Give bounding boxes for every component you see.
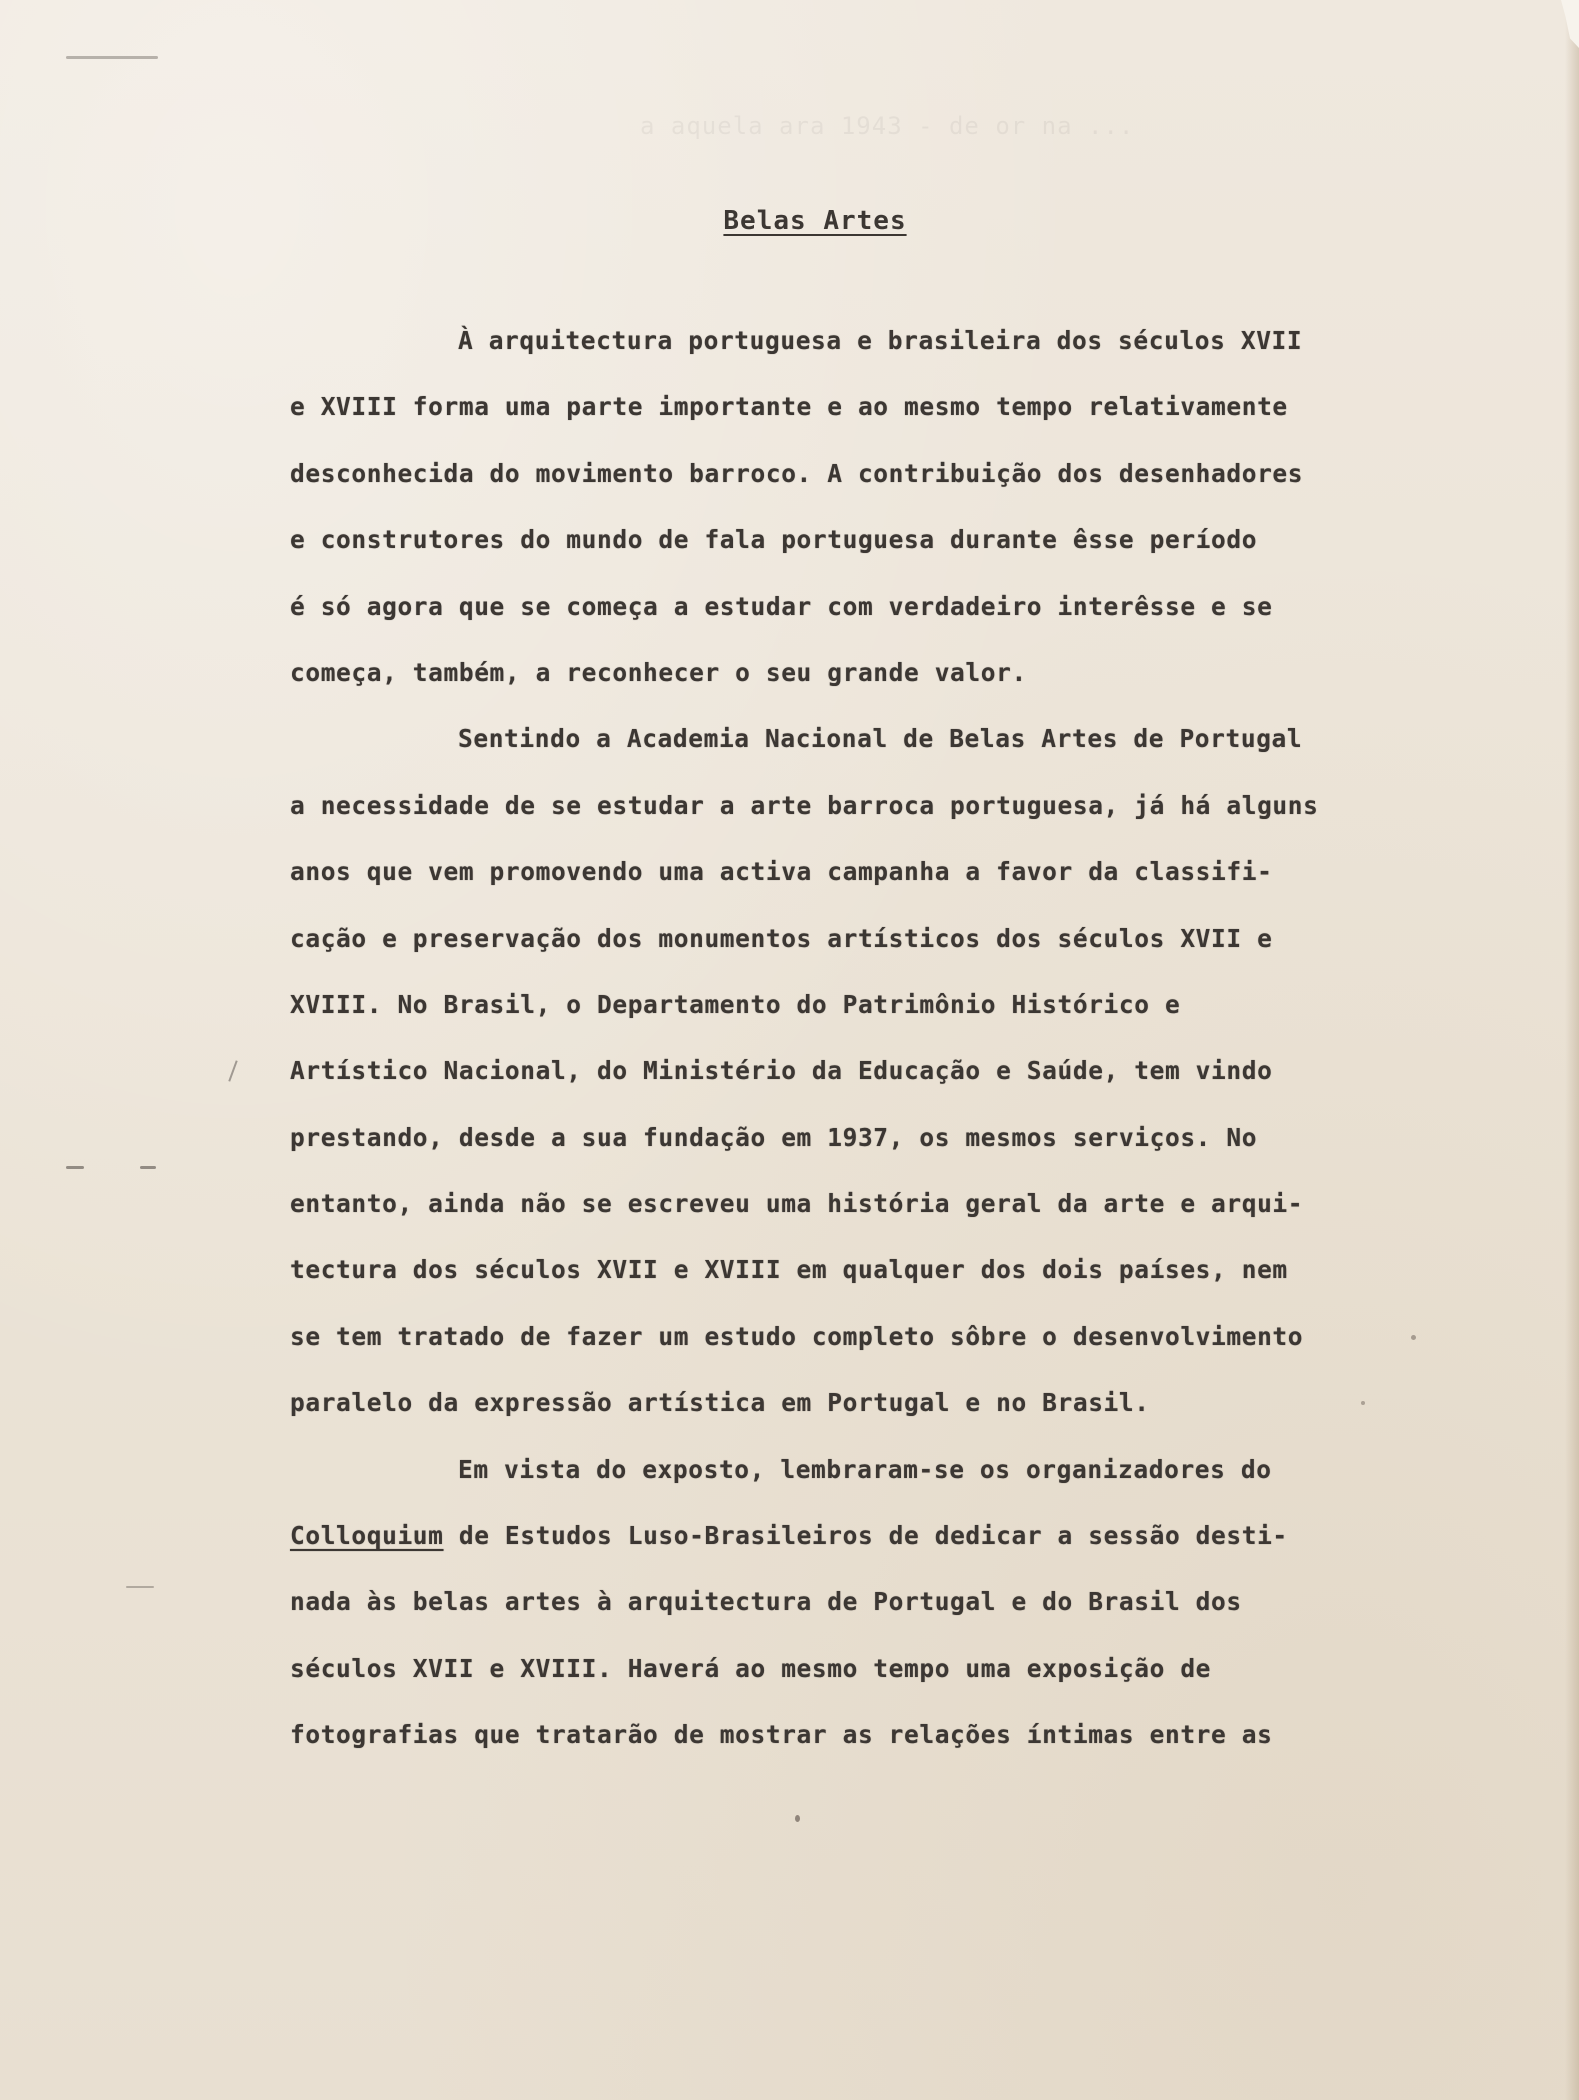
text-line: e construtores do mundo de fala portuguesa durante êsse período [290, 525, 1258, 555]
margin-mark [126, 1586, 154, 1588]
torn-corner [1549, 0, 1579, 48]
text-line: nada às belas artes à arquitectura de Portugal e do Brasil dos [290, 1587, 1242, 1617]
text-line: a necessidade de se estudar a arte barroca portuguesa, já há alguns [290, 790, 1319, 820]
text-line: desconhecida do movimento barroco. A contribuição dos desenhadores [290, 458, 1304, 488]
text-line: e XVIII forma uma parte importante e ao mesmo tempo relativamente [290, 392, 1288, 422]
text-line: começa, também, a reconhecer o seu grande valor. [290, 657, 1027, 687]
margin-mark [66, 56, 158, 59]
margin-dash [140, 1166, 156, 1169]
document-body [290, 316, 1410, 1777]
bleed-through-text: a aquela ara 1943 - de or na ... [640, 112, 1135, 140]
text-line: XVIII. No Brasil, o Departamento do Patrimônio Histórico e [290, 989, 1181, 1019]
page-title: Belas Artes [723, 206, 907, 236]
text-line: cação e preservação dos monumentos artísticos dos séculos XVII e [290, 923, 1273, 953]
ink-speck [1411, 1335, 1416, 1340]
text-line [290, 1511, 1410, 1577]
text-line: fotografias que tratarão de mostrar as relações íntimas entre as [290, 1720, 1273, 1750]
text-line: prestando, desde a sua fundação em 1937, os mesmos serviços. No [290, 1122, 1258, 1152]
text-line: anos que vem promovendo uma activa campanha a favor da classifi- [290, 857, 1273, 887]
margin-stroke [228, 1060, 237, 1081]
text-line: Sentindo a Academia Nacional de Belas Artes de Portugal [458, 724, 1303, 754]
ink-speck [795, 1815, 800, 1822]
text-segment: de Estudos Luso-Brasileiros de dedicar a sessão desti- [443, 1521, 1288, 1551]
margin-dash [66, 1166, 84, 1169]
text-line: é só agora que se começa a estudar com verdadeiro interêsse e se [290, 591, 1273, 621]
text-line: tectura dos séculos XVII e XVIII em qualquer dos dois países, nem [290, 1255, 1288, 1285]
text-line: entanto, ainda não se escreveu uma história geral da arte e arqui- [290, 1189, 1304, 1219]
text-line: Artístico Nacional, do Ministério da Educação e Saúde, tem vindo [290, 1056, 1273, 1086]
text-line: se tem tratado de fazer um estudo completo sôbre o desenvolvimento [290, 1321, 1304, 1351]
paper-edge-shadow [1565, 0, 1579, 2100]
text-line: À arquitectura portuguesa e brasileira dos séculos XVII [458, 326, 1303, 355]
text-line: séculos XVII e XVIII. Haverá ao mesmo tempo uma exposição de [290, 1653, 1212, 1683]
text-line: paralelo da expressão artística em Portugal e no Brasil. [290, 1388, 1150, 1418]
underlined-word: Colloquium [290, 1521, 444, 1551]
text-line: Em vista do exposto, lembraram-se os organizadores do [458, 1454, 1272, 1484]
